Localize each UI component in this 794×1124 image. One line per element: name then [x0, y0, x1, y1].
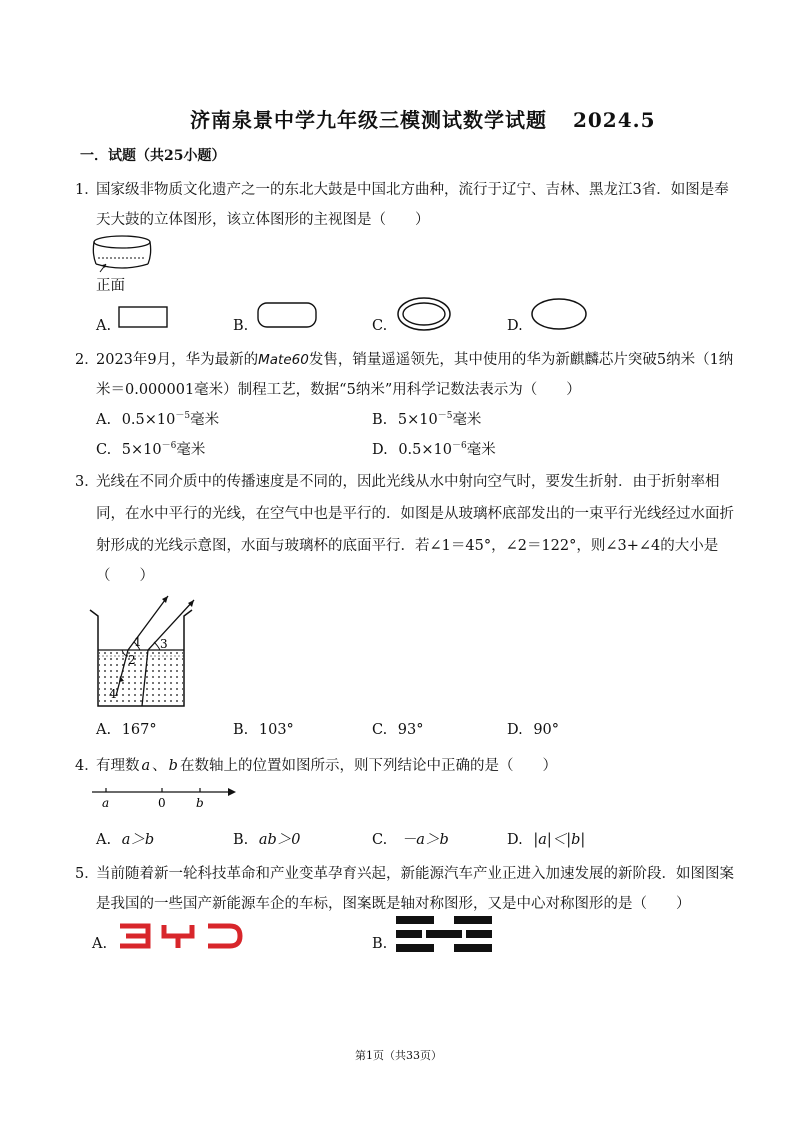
q4-option-a-letter: A.	[96, 832, 112, 848]
q2-line2: 米＝0.000001毫米）制程工艺，数据“5纳米”用科学记数法表示为（ ）	[96, 382, 581, 398]
q4-option-b[interactable]	[233, 828, 301, 849]
q4-option-d-letter: D.	[507, 832, 523, 848]
q4-option-d-expr: |a|＜|b|	[533, 832, 586, 848]
q1-number: 1．	[75, 182, 99, 198]
angle-label-2: 2	[128, 653, 136, 667]
q4-option-a-expr: a＞b	[121, 832, 155, 848]
exam-title: 济南泉景中学九年级三模测试数学试题	[190, 108, 547, 132]
q3-option-b-value: 103°	[258, 722, 294, 738]
section-heading: 一．试题（共25小题）	[80, 148, 226, 164]
q4-option-b-expr: ab＞0	[258, 832, 301, 848]
q4-option-c-letter: C.	[372, 832, 388, 848]
q1-shape-c	[396, 295, 452, 333]
q2-option-d-base: 0.5×10	[398, 442, 452, 458]
q3-option-b-letter: B.	[233, 722, 249, 738]
q4-option-c-expr: －a＞b	[401, 832, 449, 848]
q2-model: Mate60	[258, 352, 309, 368]
q3-option-a-value: 167°	[121, 722, 157, 738]
q4-number: 4．	[75, 758, 99, 774]
q2-option-b-base: 5×10	[397, 412, 438, 428]
q2-option-d-letter: D.	[372, 442, 388, 458]
q3-option-a[interactable]	[96, 722, 157, 738]
q2-option-b-letter: B.	[372, 412, 388, 428]
q1-option-a[interactable]: A.	[96, 318, 112, 334]
page-footer: 第1页（共33页）	[355, 1049, 442, 1062]
q2-option-c-base: 5×10	[121, 442, 162, 458]
q5-number: 5．	[75, 866, 99, 882]
q4-option-a[interactable]	[96, 828, 154, 849]
q2-option-a[interactable]	[96, 408, 219, 429]
q4-line-pre: 有理数	[96, 758, 140, 774]
q3-line1: 光线在不同介质中的传播速度是不同的，因此光线从水中射向空气时，要发生折射．由于折射率相	[96, 474, 720, 490]
q1-option-b[interactable]: B.	[233, 318, 249, 334]
q1-shape-b	[257, 302, 319, 330]
q4-var-b: b	[168, 758, 178, 774]
q3-number: 3．	[75, 474, 99, 490]
q3-option-d[interactable]	[507, 722, 559, 738]
q1-option-d[interactable]: D.	[507, 318, 523, 334]
q2-option-b[interactable]	[372, 408, 481, 429]
refraction-figure	[84, 590, 204, 712]
q2-option-d-unit: 毫米	[466, 442, 496, 458]
q4-line	[96, 754, 557, 775]
q3-option-c-value: 93°	[397, 722, 424, 738]
q3-option-b[interactable]	[233, 722, 294, 738]
q2-option-a-letter: A.	[96, 412, 112, 428]
q5-line1: 当前随着新一轮科技革命和产业变革孕育兴起，新能源汽车产业正进入加速发展的新阶段．如图图案	[96, 866, 734, 882]
q4-option-b-letter: B.	[233, 832, 249, 848]
q4-option-c[interactable]	[372, 828, 449, 849]
q1-line2: 天大鼓的立体图形，该立体图形的主视图是（ ）	[96, 212, 430, 228]
axis-label-zero: 0	[158, 796, 166, 810]
q1-option-c[interactable]: C.	[372, 318, 388, 334]
q2-option-d[interactable]	[372, 438, 496, 459]
q2-line1-pre: 2023年9月，华为最新的	[96, 352, 259, 368]
q4-var-a: a	[141, 758, 151, 774]
axis-label-b: b	[196, 796, 204, 810]
q3-option-d-letter: D.	[507, 722, 523, 738]
q1-shape-d	[530, 297, 588, 333]
angle-label-1: 1	[134, 635, 142, 649]
q2-number: 2．	[75, 352, 99, 368]
q5-option-b[interactable]: B.	[372, 936, 388, 952]
q4-option-d[interactable]	[507, 828, 585, 849]
q2-option-a-base: 0.5×10	[121, 412, 176, 428]
q1-shape-a	[118, 306, 170, 330]
q3-line3: 射形成的光线示意图，水面与玻璃杯的底面平行．若∠1＝45°，∠2＝122°，则∠3+∠4的大小是	[96, 538, 719, 554]
q2-option-a-exp: －5	[175, 411, 191, 422]
q5-line2: 是我国的一些国产新能源车企的车标，图案既是轴对称图形，又是中心对称图形的是（ ）	[96, 896, 691, 912]
q2-option-d-exp: －6	[452, 441, 467, 452]
q2-option-c-letter: C.	[96, 442, 112, 458]
q2-option-b-exp: －5	[437, 411, 453, 422]
q2-option-c-exp: －6	[161, 441, 177, 452]
page-title	[190, 104, 656, 133]
q2-option-c[interactable]	[96, 438, 205, 459]
q3-line2: 同，在水中平行的光线，在空气中也是平行的．如图是从玻璃杯底部发出的一束平行光线经过水面折	[96, 506, 734, 522]
figure-label-front: 正面	[96, 278, 125, 294]
q3-line4: （ ）	[96, 568, 154, 584]
byd-logo	[116, 922, 246, 950]
q2-line1	[96, 348, 733, 369]
q3-option-c[interactable]	[372, 722, 424, 738]
angle-label-3: 3	[160, 637, 168, 651]
number-line	[90, 780, 240, 810]
q4-sep: 、	[152, 758, 167, 774]
car-logo-b	[394, 914, 494, 954]
q2-option-b-unit: 毫米	[452, 412, 482, 428]
q3-option-c-letter: C.	[372, 722, 388, 738]
q2-option-a-unit: 毫米	[190, 412, 220, 428]
q2-line1-post: 发售，销量遥遥领先，其中使用的华为新麒麟芯片突破5纳米（1纳	[308, 352, 734, 368]
q3-option-d-value: 90°	[533, 722, 560, 738]
q3-option-a-letter: A.	[96, 722, 112, 738]
q5-option-a[interactable]: A.	[92, 936, 108, 952]
angle-label-4: 4	[109, 687, 117, 701]
q2-option-c-unit: 毫米	[176, 442, 206, 458]
q4-line-post: 在数轴上的位置如图所示，则下列结论中正确的是（ ）	[179, 758, 557, 774]
axis-label-a: a	[102, 796, 110, 810]
q1-line1: 国家级非物质文化遗产之一的东北大鼓是中国北方曲种，流行于辽宁、吉林、黑龙江3省．如图是奉	[96, 182, 729, 198]
exam-date: 2024.5	[572, 108, 656, 132]
